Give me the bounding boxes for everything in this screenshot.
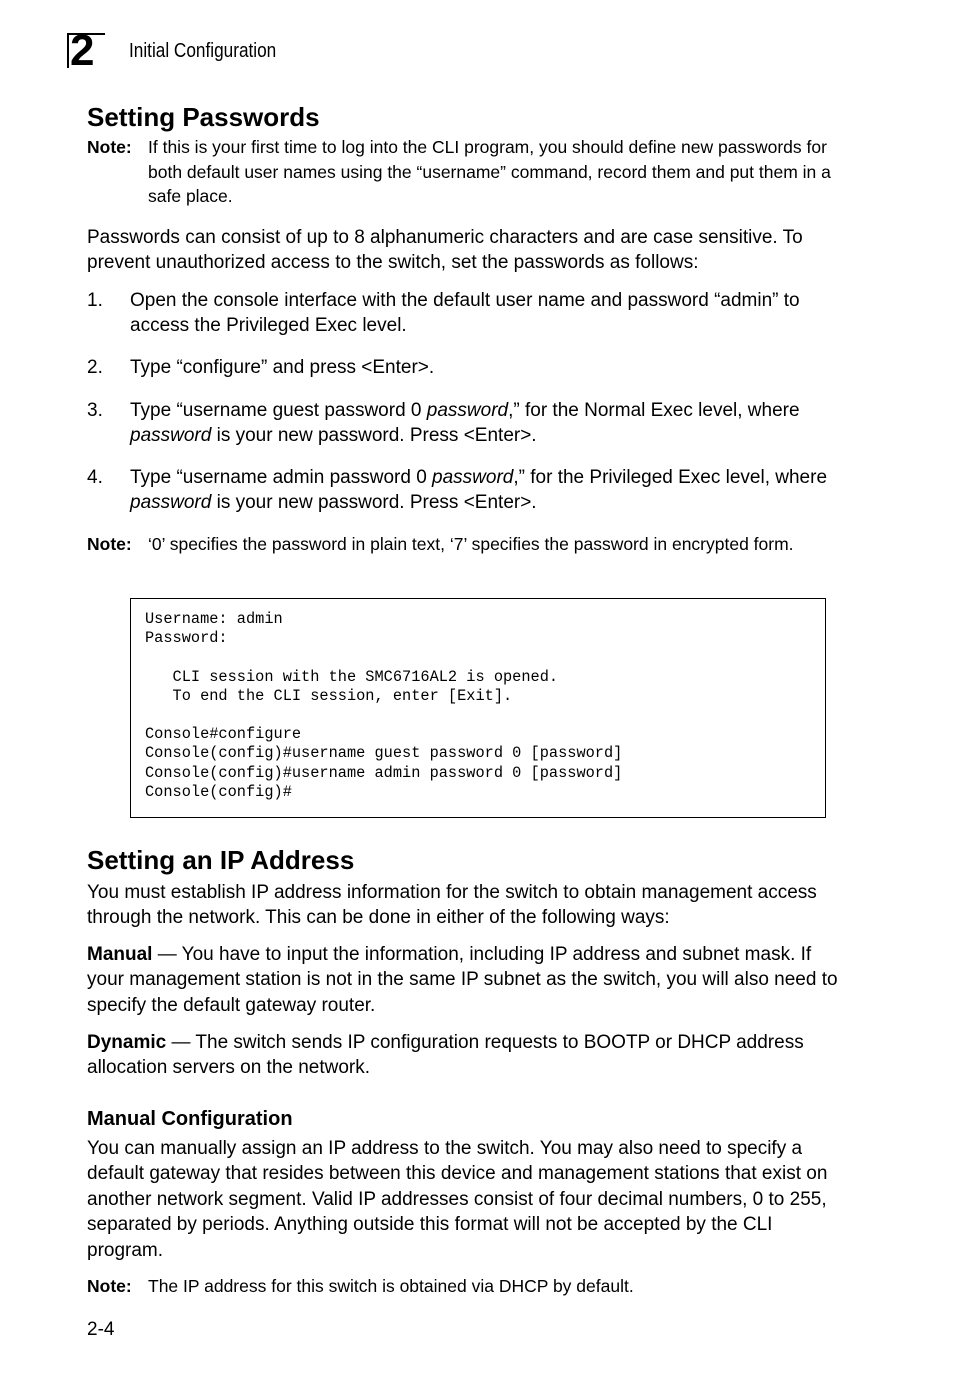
heading-setting-ip-address: Setting an IP Address (87, 845, 355, 875)
note-label: Note: (87, 534, 132, 554)
note-body: ‘0’ specifies the password in plain text, ‘7’ specifies the password in encrypted form. (148, 534, 794, 554)
chapter-number: 2 (70, 26, 94, 75)
note-body: The IP address for this switch is obtained via DHCP by default. (148, 1276, 634, 1296)
note-label: Note: (87, 1276, 132, 1296)
cli-code-text: Username: admin Password: CLI session with the SMC6716AL2 is opened. To end the CLI session, enter [Exit]. Console#configure Console(config)#username guest password 0 [password] Console(config)#username admin password 0 [password] Console(config)# (145, 610, 623, 801)
ip-intro: You must establish IP address information for the switch to obtain management access through the network. This can be done in either of the following ways: (87, 882, 817, 929)
note-password-encoding (87, 532, 847, 582)
list-item: 1. Open the console interface with the default user name and password “admin” to access the Privileged Exec level. (87, 290, 800, 337)
list-item: 3. Type “username guest password 0 password,” for the Normal Exec level, where password is your new password. Press <Enter>. (87, 400, 800, 447)
heading-setting-passwords: Setting Passwords (87, 102, 320, 132)
ip-manual-method: Manual — You have to input the information, including IP address and subnet mask. If your management station is not in the same IP subnet as the switch, you will also need to specify the default gateway router. (87, 944, 838, 1016)
manual-config-body: You can manually assign an IP address to the switch. You may also need to specify a default gateway that resides between this device and management stations that exist on another network segment. Valid IP addresses consist of four decimal numbers, 0 to 255, separated by periods. Anything outside this format will not be accepted by the CLI program. (87, 1138, 828, 1261)
note-first-login (87, 135, 847, 210)
ip-dynamic-method: Dynamic — The switch sends IP configuration requests to BOOTP or DHCP address allocation servers on the network. (87, 1032, 804, 1079)
running-title: Initial Configuration (129, 40, 277, 62)
heading-manual-configuration: Manual Configuration (87, 1108, 293, 1130)
note-dhcp-default (87, 1274, 847, 1300)
cli-code-example (130, 598, 826, 818)
passwords-intro: Passwords can consist of up to 8 alphanumeric characters and are case sensitive. To prevent unauthorized access to the switch, set the passwords as follows: (87, 227, 803, 274)
page-number: 2-4 (87, 1319, 115, 1340)
note-label: Note: (87, 137, 132, 157)
note-body: If this is your first time to log into the CLI program, you should define new passwords for both default user names using the “username” command, record them and put them in a safe place. (148, 137, 831, 206)
list-item: 2. Type “configure” and press <Enter>. (87, 357, 435, 378)
list-item: 4. Type “username admin password 0 password,” for the Privileged Exec level, where password is your new password. Press <Enter>. (87, 467, 828, 514)
